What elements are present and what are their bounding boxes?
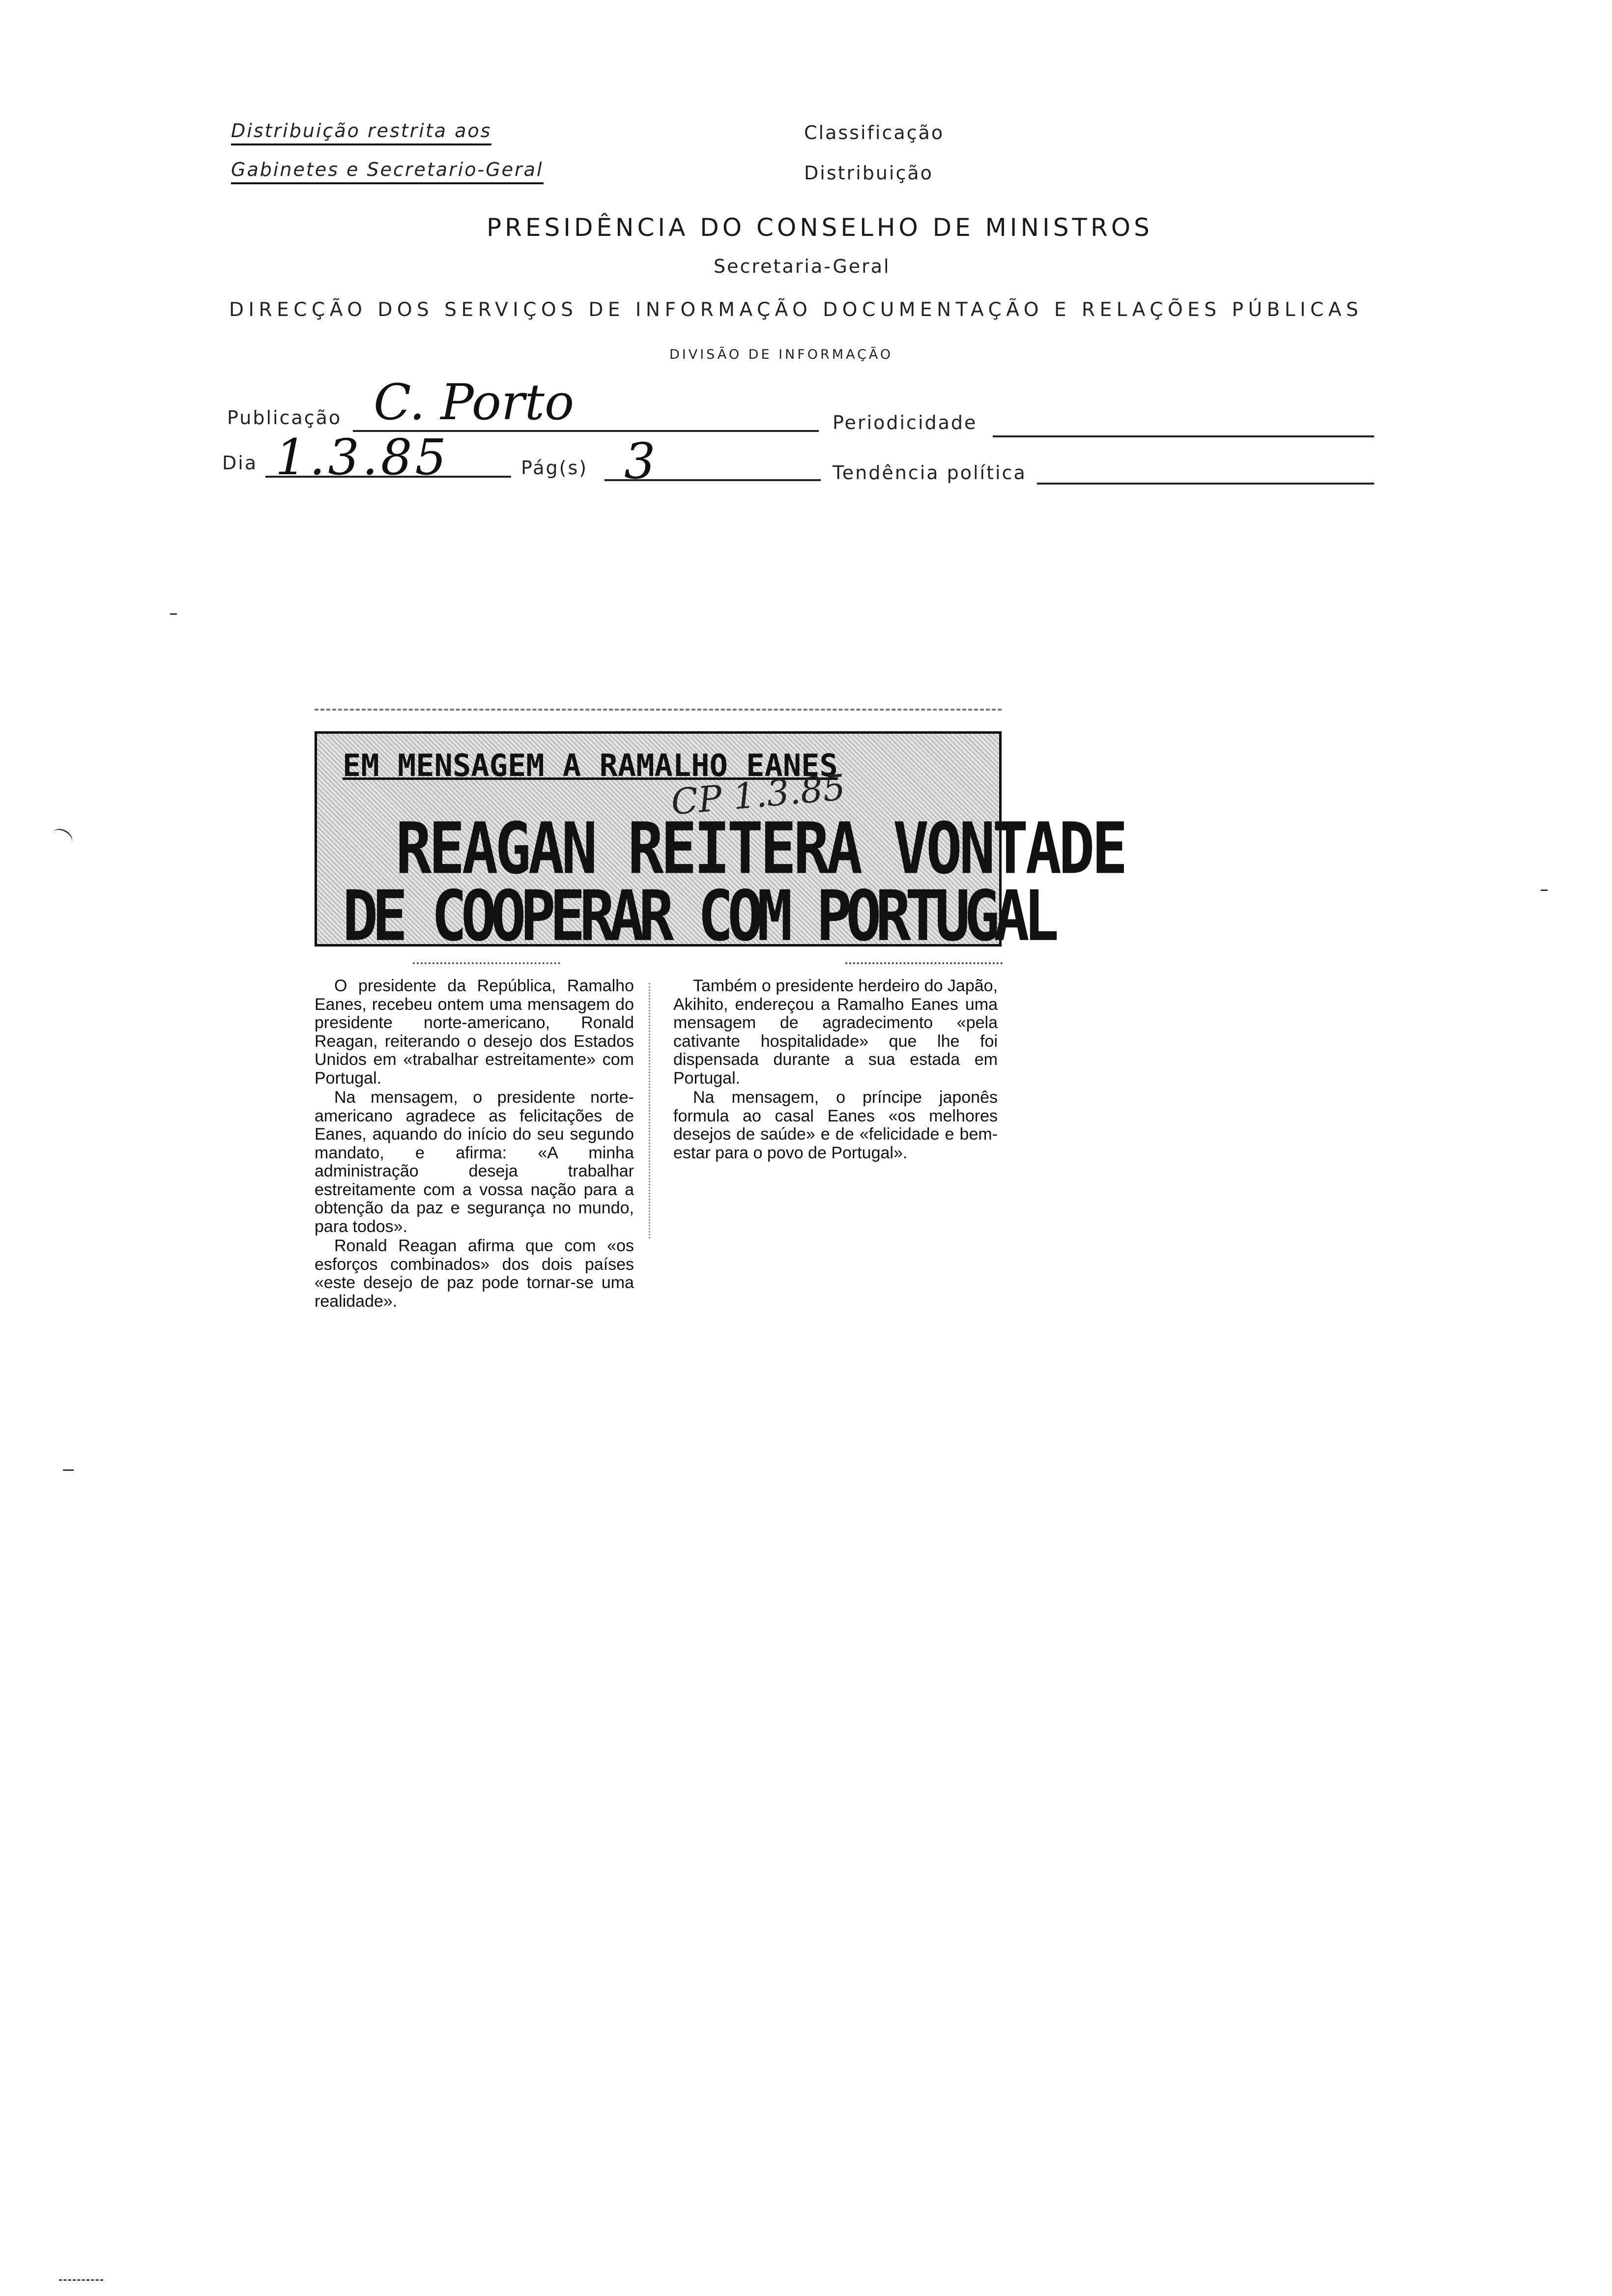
scan-mark — [1541, 890, 1548, 891]
headline-box — [315, 731, 1125, 957]
article-paragraph: O presidente da República, Ramalho Eanes, recebeu ontem uma mensagem do presidente norte-americano, Ronald Reagan, reiterando o desejo dos Estados Unidos em «trabalhar estreitamente» com Portugal. — [315, 976, 634, 1088]
pages-value: 3 — [624, 432, 656, 490]
clipping-edge-noise — [315, 709, 1002, 728]
division-label: DIVISÃO DE INFORMAÇÃO — [669, 347, 893, 362]
secretariat-label: Secretaria-Geral — [714, 256, 891, 277]
headline-kicker: EM MENSAGEM A RAMALHO EANES — [343, 747, 838, 783]
handwritten-date: CP 1.3.85 — [669, 766, 847, 823]
distribution-restriction-line1: Distribuição restrita aos — [231, 120, 491, 145]
headline-line1: REAGAN REITERA VONTADE — [396, 807, 1125, 890]
scan-mark — [170, 613, 177, 615]
political-tendency-underline — [1037, 483, 1374, 485]
clipping-edge-noise — [413, 962, 560, 964]
article-paragraph: Também o presidente herdeiro do Japão, Akihito, endereçou a Ramalho Eanes uma mensagem de agradecimento «pela cativante hospitalidade» que lhe foi dispensada durante a sua estada em Portugal. — [673, 976, 998, 1088]
day-underline — [265, 476, 511, 478]
directorate-label: DIRECÇÃO DOS SERVIÇOS DE INFORMAÇÃO DOCUMENTAÇÃO E RELAÇÕES PÚBLICAS — [229, 299, 1363, 321]
article-column-1 — [315, 977, 634, 1311]
scan-mark — [59, 2279, 103, 2281]
publication-label: Publicação — [227, 407, 342, 429]
pages-label: Pág(s) — [521, 457, 588, 479]
scan-mark — [49, 826, 75, 850]
org-title: PRESIDÊNCIA DO CONSELHO DE MINISTROS — [487, 213, 1153, 242]
scan-mark — [63, 1469, 74, 1471]
political-tendency-label: Tendência política — [833, 462, 1027, 484]
periodicity-label: Periodicidade — [833, 412, 978, 433]
clipping-edge-noise — [845, 962, 1003, 964]
article-paragraph: Ronald Reagan afirma que com «os esforços combinados» dos dois países «este desejo de paz pode tornar-se uma realidade». — [315, 1236, 634, 1311]
day-label: Dia — [222, 452, 258, 474]
distribution-restriction-line2: Gabinetes e Secretario-Geral — [231, 159, 544, 184]
article-column-2 — [673, 977, 998, 1162]
day-value: 1.3.85 — [275, 429, 450, 486]
distribution-label: Distribuição — [804, 162, 933, 184]
column-divider — [649, 983, 650, 1238]
pages-underline — [604, 479, 821, 481]
publication-value: C. Porto — [374, 373, 575, 431]
article-paragraph: Na mensagem, o presidente norte-americano agradece as felicitações de Eanes, aquando do início do seu segundo mandato, e afirma: «A minha administração deseja trabalhar estreitamente com a vossa nação para a obtenção da paz e segurança no mundo, para todos». — [315, 1088, 634, 1236]
headline-line2: DE COOPERAR COM PORTUGAL — [343, 876, 1053, 957]
periodicity-underline — [993, 435, 1374, 437]
classification-label: Classificação — [804, 122, 945, 144]
article-paragraph: Na mensagem, o príncipe japonês formula ao casal Eanes «os melhores desejos de saúde» e de «felicidade e bem-estar para o povo de Portugal». — [673, 1088, 998, 1162]
